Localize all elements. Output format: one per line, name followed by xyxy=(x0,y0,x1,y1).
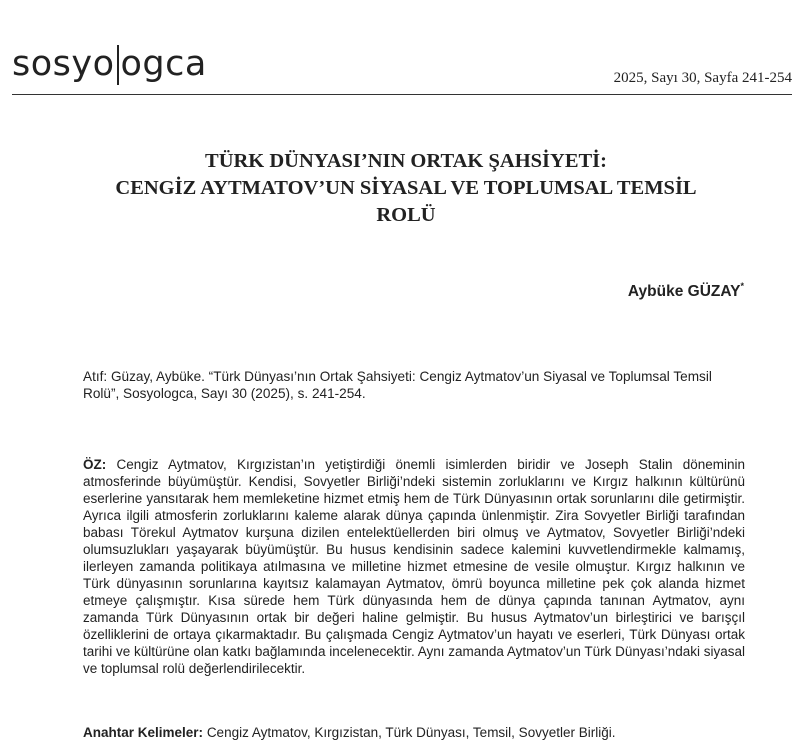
keywords-label: Anahtar Kelimeler: xyxy=(83,725,204,740)
abstract xyxy=(83,456,745,677)
issue-info: 2025, Sayı 30, Sayfa 241-254 xyxy=(613,70,792,86)
keywords xyxy=(83,724,745,741)
citation: Atıf: Güzay, Aybüke. “Türk Dünyası’nın Ortak Şahsiyeti: Cengiz Aytmatov’un Siyasal ve Toplumsal Temsil Rolü”, Sosyologca, Sayı 30 (2025), s. 241-254. xyxy=(83,369,712,401)
journal-logo-part1: sosyo xyxy=(12,44,115,84)
abstract-label: ÖZ: xyxy=(83,457,107,472)
keywords-text: Cengiz Aytmatov, Kırgızistan, Türk Dünyası, Temsil, Sovyetler Birliği. xyxy=(206,725,616,740)
abstract-text: Cengiz Aytmatov, Kırgızistan’ın yetiştirdiği önemli isimlerden biridir ve Joseph Stalin döneminin atmosferinde büyümüştür. Kendisi, Sovyetler Birliği’ndeki sistemin zorluklarını ve Kırgız halkının kültürünü eserlerine yansıtarak hem memleketine hizmet etmiş hem de Türk Dünyasının ortak sorunlarını dile getirmiştir. Ayrıca ilgili atmosferin zorluklarını kaleme alarak dünya çapında ünlenmiştir. Zira Sovyetler Birliği tarafından babası Törekul Aytmatov kurşuna dizilen entelektüellerden biri olmuş ve Aytmatov, Sovyetler Birliği’ndeki olumsuzlukları yaşayarak büyümüştür. Bu husus kendisinin sadece kalemini kuvvetlendirmekle kalmamış, ilerleyen zamanda politikaya atılmasına ve milletine hizmet etmesine de vesile olmuştur. Kırgız halkının ve Türk dünyasının sorunlarına kayıtsız kalamayan Aytmatov, ömrü boyunca milletine pek çok alanda hizmet etmeye çalışmıştır. Kısa sürede hem Türk dünyasında hem de dünya çapında tanınan Aytmatov, aynı zamanda Türk Dünyasının ortak bir değeri haline gelmiştir. Bu husus Aytmatov’un birleştirici ve barışçıl özelliklerini de ortaya çıkarmaktadır. Bu çalışmada Cengiz Aytmatov’un hayatı ve eserleri, Türk Dünyası ortak tarihi ve kültürüne olan katkı bağlamında incelenecektir. Aynı zamanda Aytmatov’un Türk Dünyası’ndaki siyasal ve toplumsal rolü değerlendirilecektir. xyxy=(83,457,745,676)
title-line-3: ROLÜ xyxy=(376,204,436,226)
author-name xyxy=(628,281,744,301)
journal-logo-part2: ogca xyxy=(120,44,207,84)
title-line-2: CENGİZ AYTMATOV’UN SİYASAL VE TOPLUMSAL TEMSİL xyxy=(115,177,697,199)
journal-logo[interactable] xyxy=(12,44,207,85)
journal-logo-bar xyxy=(117,45,119,85)
title-line-1: TÜRK DÜNYASI’NIN ORTAK ŞAHSİYETİ: xyxy=(205,150,607,172)
author-name-text: Aybüke GÜZAY xyxy=(627,283,741,300)
author-footnote-mark[interactable]: * xyxy=(740,281,744,291)
article-title xyxy=(40,148,772,229)
header-divider xyxy=(12,94,792,95)
page-header xyxy=(12,40,792,96)
